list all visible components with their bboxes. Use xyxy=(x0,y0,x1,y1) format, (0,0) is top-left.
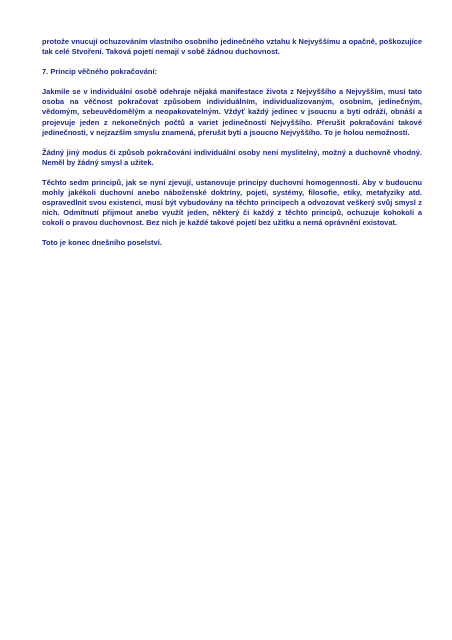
paragraph-seven-principles: Těchto sedm principů, jak se nyní zjevují, ustanovuje principy duchovní homogennosti. Aby v budoucnu mohly jakékoli duchovní anebo náboženské doktríny, pojetí, systémy, filosofie, etiky, metafyziky atd. ospravedlnit svou existenci, musí být vybudovány na těchto principech a odvozovat veškerý svůj smysl z nich. Odmítnutí přijmout anebo využít jeden, některý či každý z těchto principů, ochuzuje kohokoli a cokoli o pravou duchovnost. Bez nich je každé takové pojetí bez užitku a nemá oprávnění existovat. xyxy=(42,177,422,228)
section-heading: 7. Princip věčného pokračování: xyxy=(42,67,158,77)
document-body xyxy=(42,37,422,259)
paragraph-closing: Toto je konec dnešního poselství. xyxy=(42,238,162,248)
paragraph-no-other-mode: Žádný jiný modus či způsob pokračování individuální osoby není myslitelný, možný a duchovně vhodný. Neměl by žádný smysl a užitek. xyxy=(42,147,422,167)
paragraph-principle-body: Jakmile se v individuální osobě odehraje nějaká manifestace života z Nejvyššího a Nejvyšším, musí tato osoba na věčnost pokračovat způsobem individuálním, individualizovaným, osobním, jedinečným, vědomým, sebeuvědomělým a neopakovatelným. Vždyť každý jedinec v jsoucnu a bytí odráží, obnáší a projevuje jeden z nekonečných počtů a variet jedinečností Nejvyššího. Přerušit pokračování takové jedinečnosti, v nejzazším smyslu znamená, přerušit bytí a jsoucno Nejvyššího. To je holou nemožností. xyxy=(42,87,422,137)
paragraph-continuation: protože vnucují ochuzováním vlastního osobního jedinečného vztahu k Nejvyššímu a opačně, poškozujíce tak celé Stvoření. Taková pojetí nemají v sobě žádnou duchovnost. xyxy=(42,37,422,57)
